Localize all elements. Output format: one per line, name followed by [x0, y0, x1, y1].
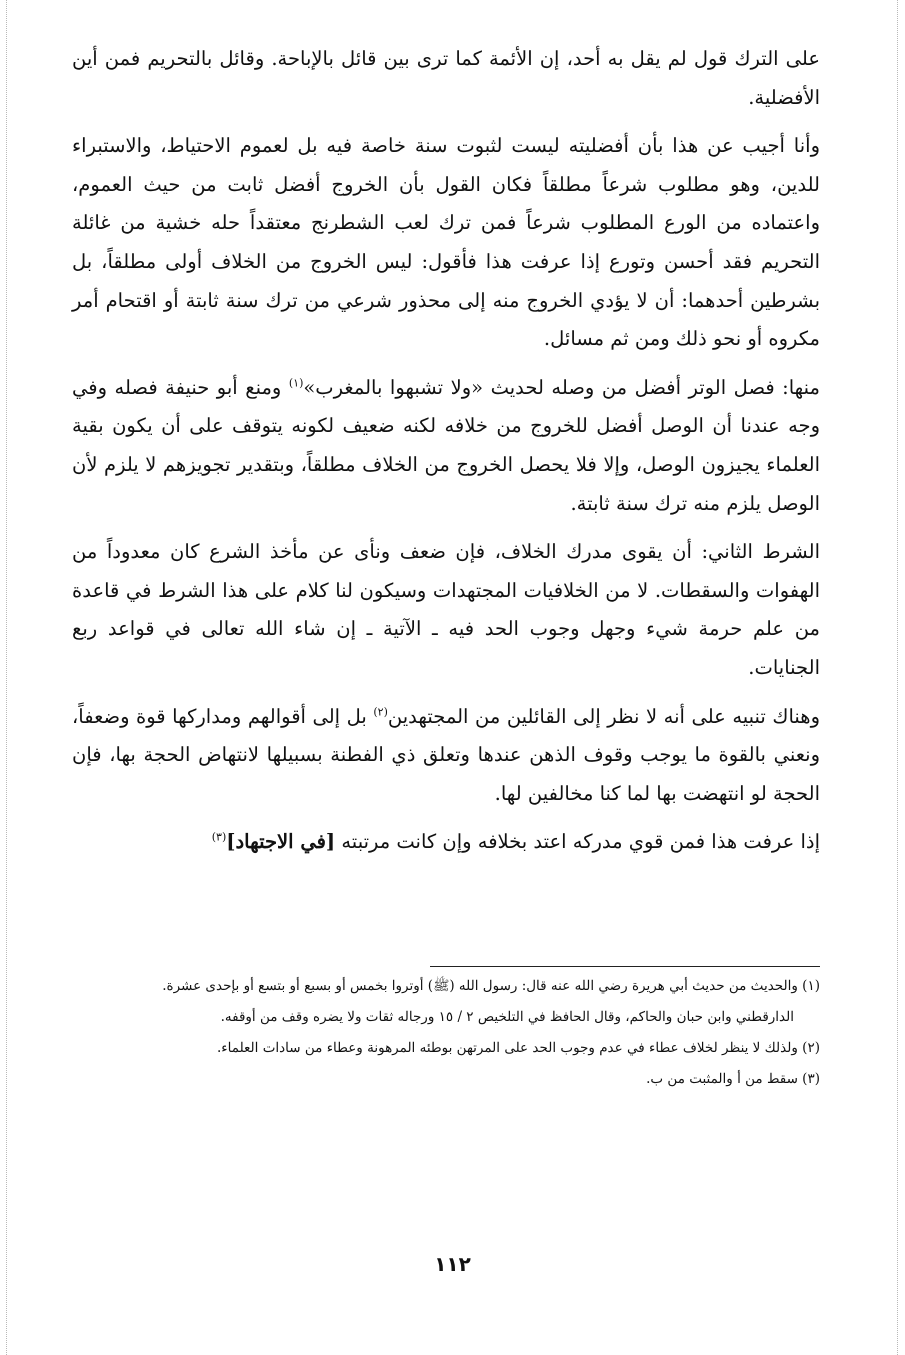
- paragraph-text: منها: فصل الوتر أفضل من وصله لحديث «ولا تشبهوا بالمغرب»: [303, 375, 821, 399]
- footnote-ref-2: (٢): [373, 705, 388, 718]
- paragraph-text: بل إلى أقوالهم ومداركها قوة وضعفاً، ونعني بالقوة ما يوجب وقوف الذهن عندها وتعلق ذي الفطنة بسبيلها لانتهاض الحجة بها، فإن الحجة لو انتهضت بها لما كنا مخالفين لها.: [72, 704, 820, 805]
- paragraph-1: [72, 40, 820, 117]
- footnote-2: [72, 1035, 820, 1062]
- footnote-ref-3: (٣): [211, 830, 227, 844]
- paragraph-4: [72, 533, 820, 687]
- footnote-3: [72, 1066, 820, 1093]
- page-body: [72, 40, 820, 872]
- footnote-text: (١) والحديث من حديث أبي هريرة رضي الله عنه قال: رسول الله (ﷺ) أوتروا بخمس أو بسبع أو بتسع أو بإحدى عشرة.: [162, 978, 820, 994]
- paragraph-text: على الترك قول لم يقل به أحد، إن الأئمة كما ترى بين قائل بالإباحة. وقائل بالتحريم فمن أين الأفضلية.: [72, 47, 820, 109]
- footnote-1-continuation: [72, 1004, 820, 1031]
- dotted-guide-line-right: [897, 0, 898, 1355]
- bracketed-insertion: [في الاجتهاد]: [226, 830, 336, 854]
- footnote-text: (٢) ولذلك لا ينظر لخلاف عطاء في عدم وجوب الحد على المرتهن بوطئه المرهونة وعطاء من سادات العلماء.: [217, 1040, 820, 1056]
- footnotes-section: [72, 966, 820, 1097]
- paragraph-text: وهناك تنبيه على أنه لا نظر إلى القائلين من المجتهدين: [387, 704, 820, 728]
- footnote-1: [72, 973, 820, 1000]
- paragraph-text: إذا عرفت هذا فمن قوي مدركه اعتد بخلافه وإن كانت مرتبته: [335, 830, 820, 854]
- paragraph-5: [72, 698, 820, 814]
- dotted-guide-line-left: [6, 0, 7, 1355]
- paragraph-6: [72, 823, 820, 862]
- footnote-text: (٣) سقط من أ والمثبت من ب.: [646, 1071, 820, 1087]
- page-number: ١١٢: [434, 1252, 471, 1276]
- paragraph-text: الشرط الثاني: أن يقوى مدرك الخلاف، فإن ضعف ونأى عن مأخذ الشرع كان معدوداً من الهفوات والسقطات. لا من الخلافيات المجتهدات وسيكون لنا كلام على هذا الشرط في قاعدة من علم حرمة شيء وجهل وجوب الحد فيه ـ الآتية ـ إن شاء الله تعالى في قواعد ربع الجنايات.: [72, 540, 820, 679]
- footnote-ref-1: (١): [288, 376, 304, 390]
- paragraph-3: [72, 369, 820, 523]
- paragraph-text: وأنا أجيب عن هذا بأن أفضليته ليست لثبوت سنة خاصة فيه بل لعموم الاحتياط، والاستبراء للدين، وهو مطلوب شرعاً مطلقاً فكان القول بأن الخروج أفضل ثابت من حيث العموم، واعتماده من الورع المطلوب شرعاً فمن ترك لعب الشطرنج معتقداً حله خشية من غائلة التحريم فقد أحسن وتورع إذا عرفت هذا فأقول: ليس الخروج من الخلاف أولى مطلقاً، بل بشرطين أحدهما: أن لا يؤدي الخروج منه إلى محذور شرعي من ترك سنة ثابتة أو اقتحام أمر مكروه أو نحو ذلك ومن ثم مسائل.: [72, 134, 820, 351]
- footnote-divider: [430, 966, 820, 967]
- paragraph-2: [72, 127, 820, 359]
- paragraph-text: ومنع أبو حنيفة فصله وفي وجه عندنا أن الوصل أفضل للخروج من خلافه لكنه ضعيف لكونه يتوقف على أن يكون بقية العلماء يجيزون الوصل، وإلا فلا يحصل الخروج من الخلاف مطلقاً، وبتقدير تجويزهم لا يلزم لأن الوصل يلزم منه ترك سنة ثابتة.: [72, 375, 820, 515]
- footnote-text: الدارقطني وابن حبان والحاكم، وقال الحافظ في التلخيص ٢ / ١٥ ورجاله ثقات ولا يضره وقف من أوقفه.: [220, 1009, 794, 1025]
